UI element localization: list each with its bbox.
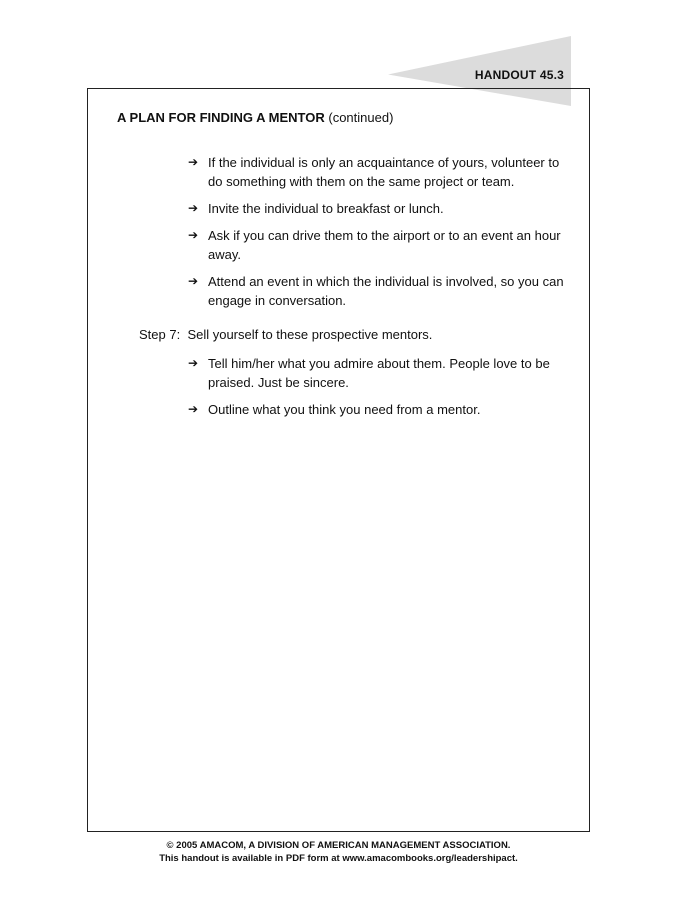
heading-title: A PLAN FOR FINDING A MENTOR: [117, 110, 325, 125]
step-text: Sell yourself to these prospective mentors.: [187, 327, 433, 342]
list-item: [188, 226, 573, 264]
copyright-footer: [87, 839, 590, 865]
bullet-list-a: [188, 153, 568, 318]
list-item: [188, 272, 580, 310]
list-item: [188, 400, 568, 419]
arrow-icon: ➔: [188, 402, 199, 416]
list-item-text: Invite the individual to breakfast or lunch.: [208, 201, 444, 216]
list-item: [188, 153, 568, 191]
bullet-list-b: [188, 354, 568, 427]
arrow-icon: ➔: [188, 356, 199, 370]
heading-suffix: (continued): [324, 110, 394, 125]
arrow-icon: ➔: [188, 228, 199, 242]
step-label: Step 7:: [139, 327, 181, 342]
step-7: [139, 327, 432, 342]
list-item-text: If the individual is only an acquaintance of yours, volunteer to do something with them on the same project or team.: [208, 155, 560, 189]
list-item-text: Outline what you think you need from a mentor.: [208, 402, 481, 417]
list-item-text: Ask if you can drive them to the airport or to an event an hour away.: [208, 228, 561, 262]
handout-label: HANDOUT 45.3: [474, 68, 564, 82]
footer-line-2: This handout is available in PDF form at www.amacombooks.org/leadershipact.: [159, 853, 518, 864]
arrow-icon: ➔: [188, 274, 199, 288]
list-item: [188, 354, 553, 392]
page-heading: [117, 110, 393, 125]
list-item: [188, 199, 568, 218]
arrow-icon: ➔: [188, 201, 199, 215]
footer-line-1: © 2005 AMACOM, A DIVISION OF AMERICAN MANAGEMENT ASSOCIATION.: [166, 840, 511, 851]
list-item-text: Tell him/her what you admire about them. People love to be praised. Just be sincere.: [208, 356, 550, 390]
list-item-text: Attend an event in which the individual is involved, so you can engage in conversation.: [208, 274, 564, 308]
arrow-icon: ➔: [188, 155, 199, 169]
